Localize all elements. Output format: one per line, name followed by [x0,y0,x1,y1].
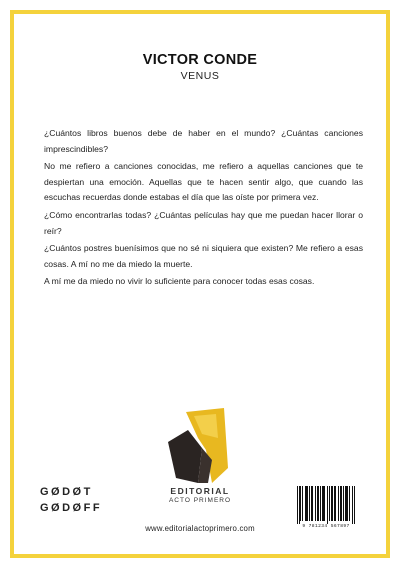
barcode-icon [297,486,355,524]
book-title: VENUS [180,70,220,82]
blurb-paragraph: ¿Cuántos libros buenos debe de haber en el mundo? ¿Cuántas canciones imprescindibles? [44,128,363,154]
publisher-url[interactable]: www.editorialactoprimero.com [145,524,255,533]
publisher-emblem-icon [168,408,228,483]
author-name: VICTOR CONDE [142,52,258,68]
blurb-paragraph: ¿Cómo encontrarlas todas? ¿Cuántas películas hay que me puedan hacer llorar o reír? [44,209,363,236]
blurb-paragraph: No me refiero a canciones conocidas, me refiero a aquellas canciones que te despiertan una emoción. Aquellas que te hacen sentir algo, que cuando las escuchas recuerdas donde estabas el día que las oíste por primera vez. [44,161,363,203]
blurb-text [44,126,363,292]
blurb-paragraph: ¿Cuántos postres buenísimos que no sé ni siquiera que existen? Me refiero a esas cosas. A mí no me da miedo la muerte. [44,243,363,269]
publisher-subtitle: ACTO PRIMERO [168,497,232,504]
godot-logo-line: GØDØT [40,486,93,498]
isbn-number: 9 781234 567897 [302,524,350,529]
publisher-name: EDITORIAL [170,486,230,496]
godot-logo-line: GØDØFF [40,502,103,514]
blurb-paragraph: A mí me da miedo no vivir lo suficiente para conocer todas esas cosas. [44,276,315,287]
